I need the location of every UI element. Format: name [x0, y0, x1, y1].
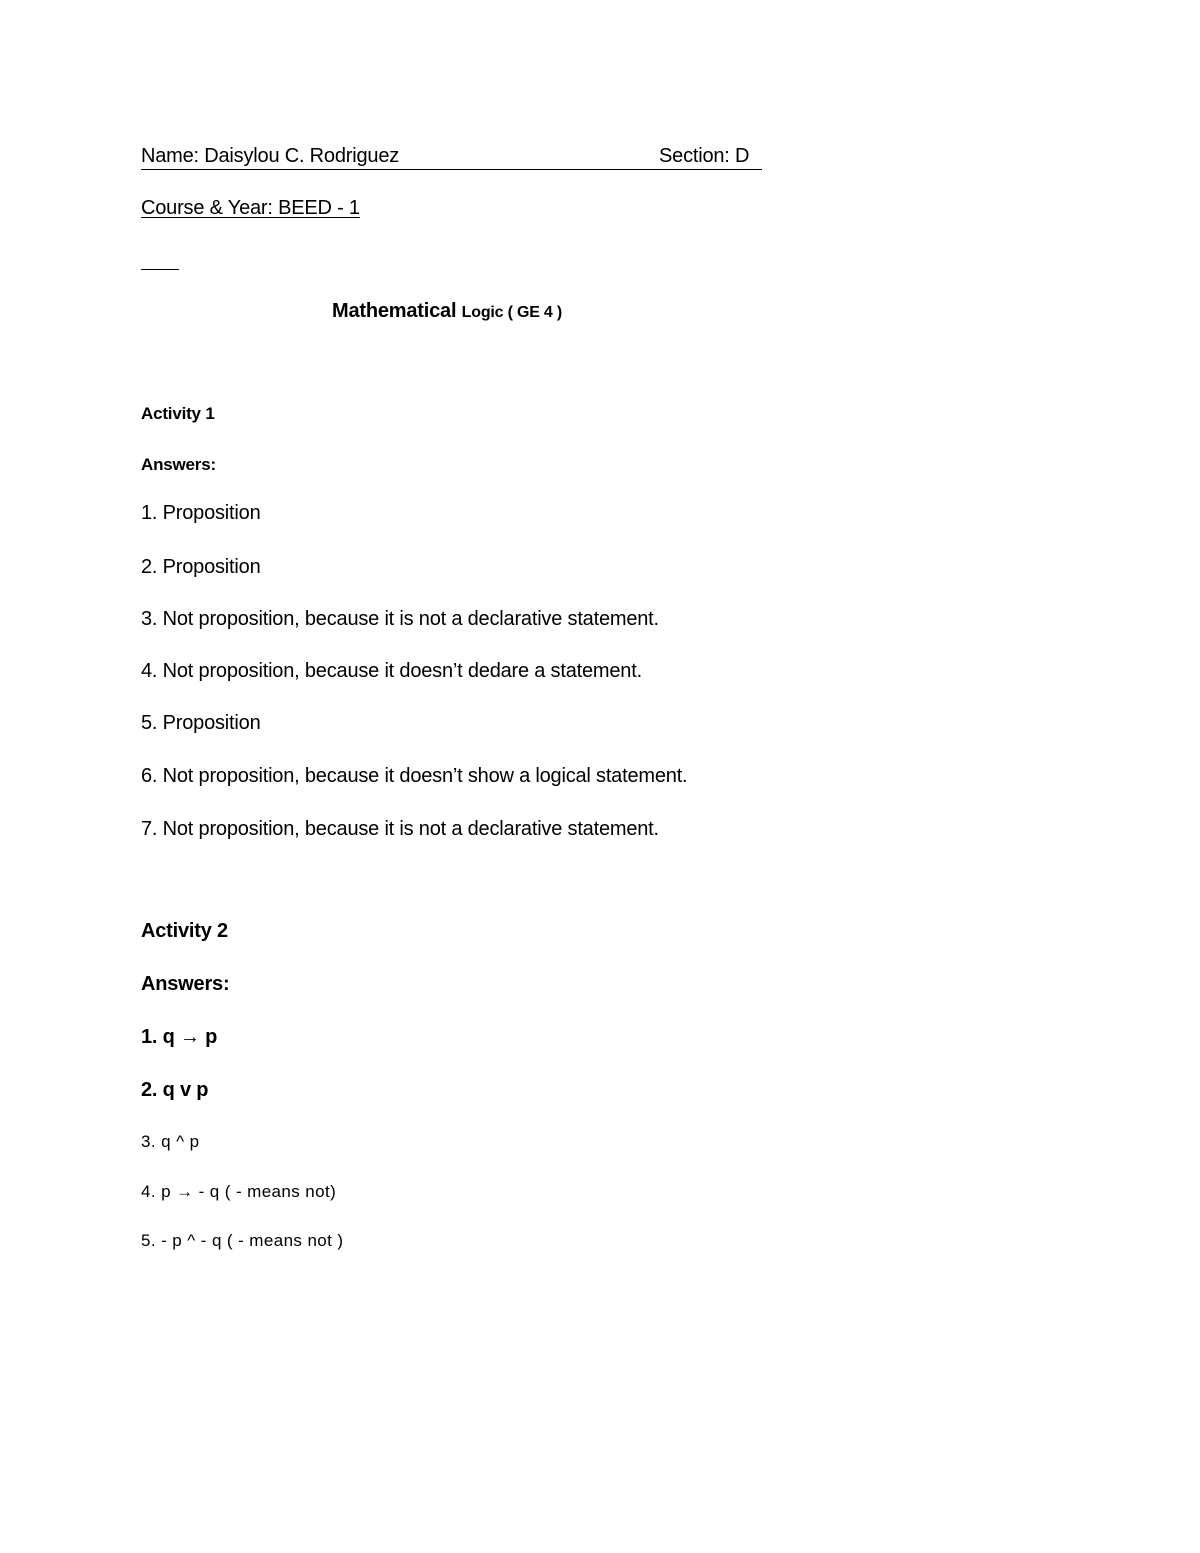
activity-2-answer: 2. q v p	[141, 1079, 209, 1101]
activity-1-answers-label: Answers:	[141, 455, 216, 474]
activity-2-heading: Activity 2	[141, 920, 228, 942]
header-name-section-line	[141, 143, 762, 170]
activity-1-answer: 5. Proposition	[141, 712, 261, 734]
activity-2-answers-label: Answers:	[141, 973, 230, 995]
activity-1-heading: Activity 1	[141, 404, 215, 423]
activity-2-answer: 3. q ^ p	[141, 1132, 200, 1151]
activity-1-answer: 7. Not proposition, because it is not a declarative statement.	[141, 818, 659, 840]
section-field: Section: D	[659, 145, 750, 167]
activity-1-answer: 3. Not proposition, because it is not a declarative statement.	[141, 608, 659, 630]
activity-2-answer: 4. p → - q ( - means not)	[141, 1182, 337, 1201]
document-title	[332, 298, 562, 326]
horizontal-rule	[141, 269, 179, 270]
title-sub: Logic ( GE 4 )	[461, 304, 562, 321]
course-year-field: Course & Year: BEED - 1	[141, 197, 360, 219]
activity-1-answer: 1. Proposition	[141, 502, 261, 524]
activity-1-answer: 6. Not proposition, because it doesn’t show a logical statement.	[141, 765, 688, 787]
student-name: Name: Daisylou C. Rodriguez	[141, 145, 400, 167]
title-main: Mathematical	[332, 300, 457, 322]
activity-1-answer: 2. Proposition	[141, 556, 261, 578]
activity-2-answer: 5. - p ^ - q ( - means not )	[141, 1231, 344, 1250]
activity-2-answer: 1. q → p	[141, 1026, 218, 1048]
activity-1-answer: 4. Not proposition, because it doesn’t dedare a statement.	[141, 660, 642, 682]
